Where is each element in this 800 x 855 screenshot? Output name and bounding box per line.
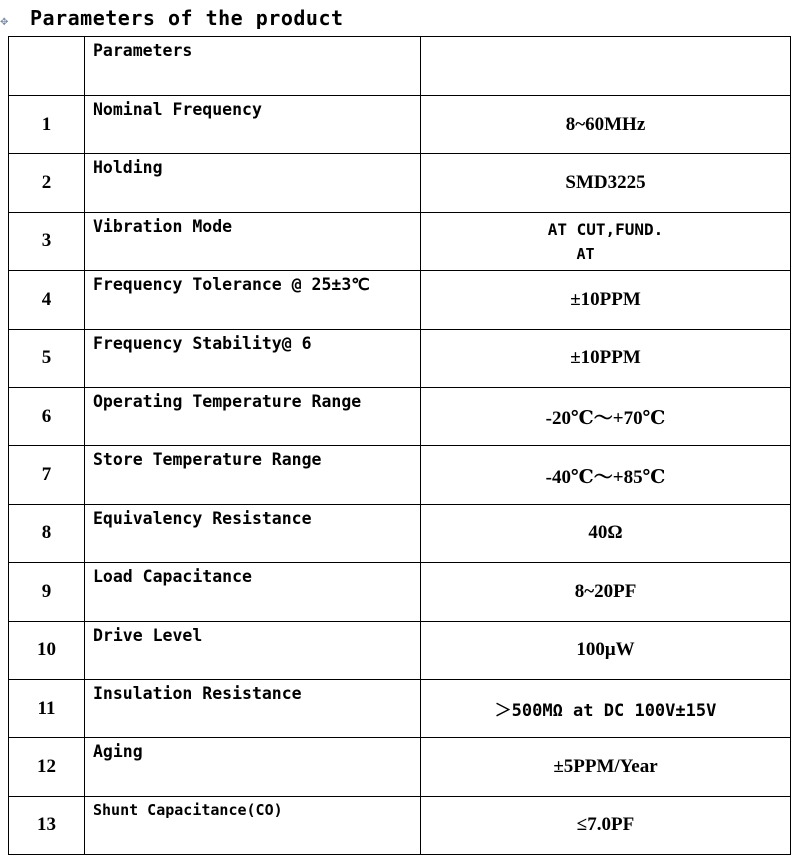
row-parameter: Equivalency Resistance	[85, 504, 421, 562]
row-value-line1: AT CUT,FUND.	[547, 219, 664, 239]
row-number: 10	[9, 621, 85, 679]
row-number: 9	[9, 563, 85, 621]
move-handle-icon: ✥	[0, 17, 9, 28]
row-value-line2: AT	[576, 244, 595, 263]
table-row	[9, 738, 791, 796]
table-row	[9, 679, 791, 737]
row-parameter: Store Temperature Range	[85, 446, 421, 504]
header-number-cell	[9, 37, 85, 96]
row-parameter: Shunt Capacitance(CO)	[85, 796, 421, 854]
row-parameter: Vibration Mode	[85, 212, 421, 270]
row-value: ≤7.0PF	[421, 796, 791, 854]
row-value: SMD3225	[421, 154, 791, 212]
row-parameter: Holding	[85, 154, 421, 212]
row-value: ±5PPM/Year	[421, 738, 791, 796]
table-row	[9, 329, 791, 387]
table-row	[9, 387, 791, 445]
table-row	[9, 271, 791, 329]
row-value: -20℃～+70℃	[421, 387, 791, 445]
row-value: 8~60MHz	[421, 96, 791, 154]
row-number: 6	[9, 387, 85, 445]
row-number: 5	[9, 329, 85, 387]
row-value: ±10PPM	[421, 271, 791, 329]
table-row	[9, 796, 791, 854]
table-row	[9, 446, 791, 504]
row-number: 3	[9, 212, 85, 270]
table-row	[9, 621, 791, 679]
document-title: Parameters of the product	[30, 6, 344, 30]
row-value: ＞500MΩ at DC 100V±15V	[421, 679, 791, 737]
row-parameter: Insulation Resistance	[85, 679, 421, 737]
row-number: 8	[9, 504, 85, 562]
header-value-cell	[421, 37, 791, 96]
table-row	[9, 96, 791, 154]
row-value: 8~20PF	[421, 563, 791, 621]
row-parameter: Nominal Frequency	[85, 96, 421, 154]
row-number: 4	[9, 271, 85, 329]
row-number: 11	[9, 679, 85, 737]
row-parameter: Aging	[85, 738, 421, 796]
row-value: -40℃～+85℃	[421, 446, 791, 504]
table-header-row	[9, 37, 791, 96]
row-parameter: Frequency Stability@ 6	[85, 329, 421, 387]
row-value: 100μW	[421, 621, 791, 679]
table-row	[9, 504, 791, 562]
row-number: 12	[9, 738, 85, 796]
row-parameter: Operating Temperature Range	[85, 387, 421, 445]
row-parameter: Frequency Tolerance @ 25±3℃	[85, 271, 421, 329]
row-number: 1	[9, 96, 85, 154]
row-number: 2	[9, 154, 85, 212]
row-value: ±10PPM	[421, 329, 791, 387]
row-parameter: Load Capacitance	[85, 563, 421, 621]
row-value: 40Ω	[421, 504, 791, 562]
row-number: 13	[9, 796, 85, 854]
row-value-multiline	[421, 212, 791, 270]
table-row	[9, 212, 791, 270]
parameters-table	[8, 36, 791, 855]
table-row	[9, 154, 791, 212]
table-row	[9, 563, 791, 621]
row-number: 7	[9, 446, 85, 504]
row-parameter: Drive Level	[85, 621, 421, 679]
header-parameter-cell: Parameters	[85, 37, 421, 96]
